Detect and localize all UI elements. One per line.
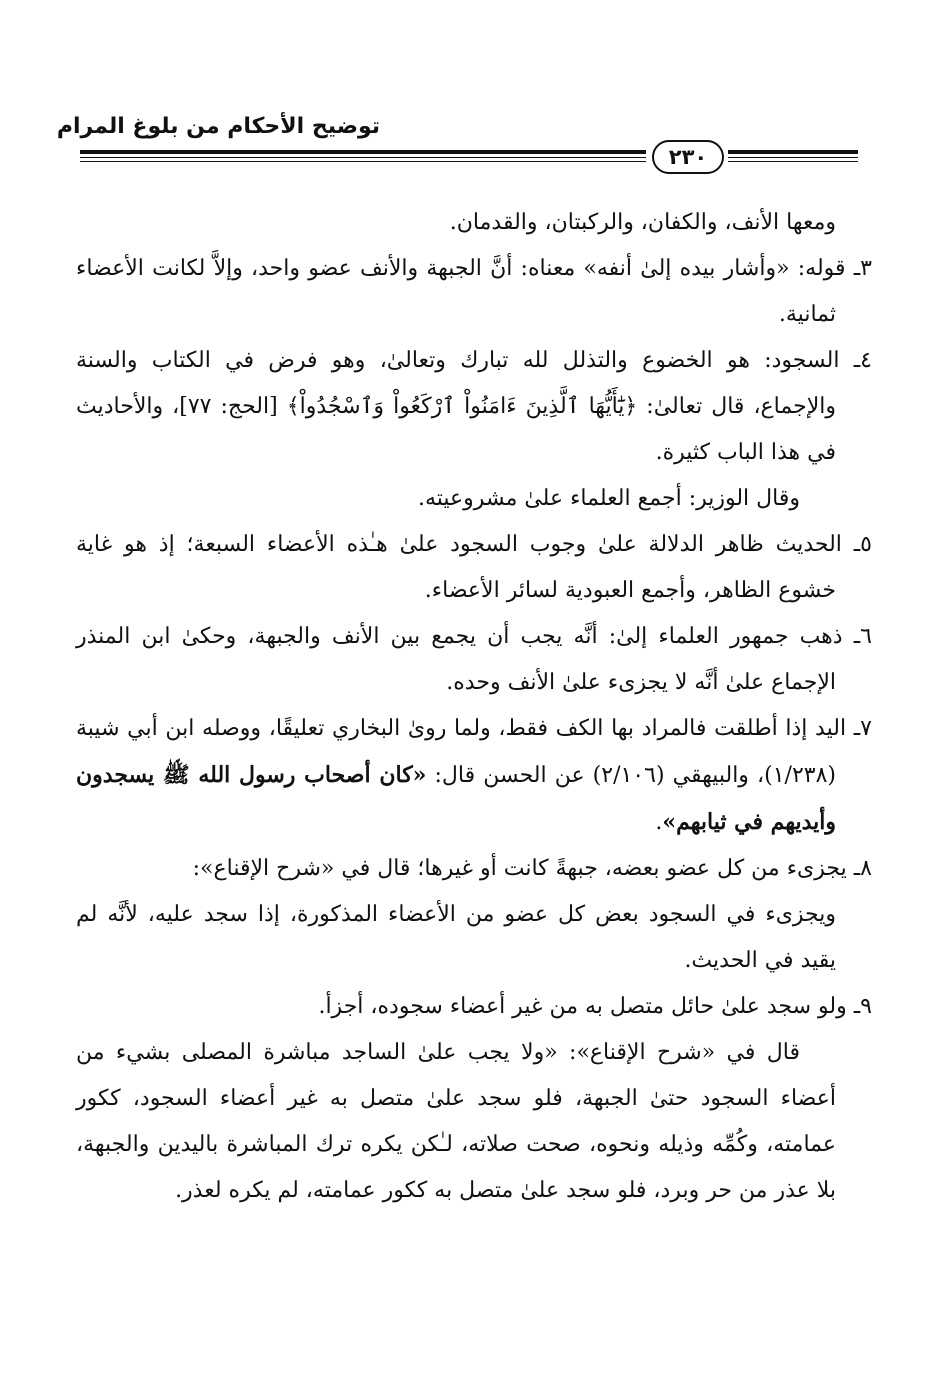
- numbered-note-9-quote: قال في «شرح الإقناع»: «ولا يجب علىٰ الساجد مباشرة المصلى بشيء من أعضاء السجود حتىٰ الجبهة، فلو سجد علىٰ متصل به غير أعضاء السجود، ككور عمامته، وكُمِّه وذيله ونحوه، صحت صلاته، لـٰكن يكره ترك المباشرة باليدين والجبهة، بلا عذر من حر وبرد، فلو سجد علىٰ متصل به ككور عمامته، لم يكره لعذر.: [76, 1040, 836, 1203]
- page-number: ٢٣٠: [652, 140, 724, 174]
- note-7-text: ٧ـ اليد إذا أطلقت فالمراد بها الكف فقط، ولما روىٰ البخاري تعليقًا، ووصله ابن أبي شيبة (١/٢٣٨)، والبيهقي (٢/١٠٦) عن الحسن قال:: [76, 716, 872, 788]
- numbered-note-4: ٤ـ السجود: هو الخضوع والتذلل لله تبارك وتعالىٰ، وهو فرض في الكتاب والسنة والإجماع، قال تعالىٰ: ﴿يَٰٓأَيُّهَا ٱلَّذِينَ ءَامَنُواْ ٱرْكَعُواْ وَٱسْجُدُواْ﴾ [الحج: ٧٧]، والأحاديث في هذا الباب كثيرة.: [76, 348, 872, 465]
- header-rule: [80, 150, 646, 154]
- numbered-note-9: ٩ـ ولو سجد علىٰ حائل متصل به من غير أعضاء سجوده، أجزأ.: [318, 994, 872, 1019]
- numbered-note-3: ٣ـ قوله: «وأشار بيده إلىٰ أنفه» معناه: أنَّ الجبهة والأنف عضو واحد، وإلاَّ لكانت الأعضاء ثمانية.: [76, 256, 872, 327]
- paragraph-continuation: ومعها الأنف، والكفان، والركبتان، والقدمان.: [449, 210, 836, 235]
- numbered-note-6: ٦ـ ذهب جمهور العلماء إلىٰ: أنَّه يجب أن يجمع بين الأنف والجبهة، وحكىٰ ابن المنذر الإجماع علىٰ أنَّه لا يجزىء علىٰ الأنف وحده.: [76, 624, 872, 695]
- body-text: [76, 200, 872, 1214]
- header-rule: [728, 157, 858, 158]
- numbered-note-7: [76, 706, 872, 846]
- hadith-quote: «كان أصحاب رسول الله ﷺ يسجدون وأيديهم في ثيابهم»: [76, 762, 836, 835]
- header-rule: [728, 150, 858, 154]
- numbered-note-8-quote: ويجزىء في السجود بعض كل عضو من الأعضاء المذكورة، إذا سجد عليه، لأنَّه لم يقيد في الحديث.: [76, 902, 836, 973]
- header-rule: [80, 161, 646, 162]
- header-rule: [80, 157, 646, 158]
- numbered-note-4-continuation: وقال الوزير: أجمع العلماء علىٰ مشروعيته.: [417, 486, 800, 511]
- numbered-note-8: ٨ـ يجزىء من كل عضو بعضه، جبهةً كانت أو غيرها؛ قال في «شرح الإقناع»:: [192, 856, 872, 881]
- note-7-period: .: [655, 810, 663, 835]
- numbered-note-5: ٥ـ الحديث ظاهر الدلالة علىٰ وجوب السجود علىٰ هـٰذه الأعضاء السبعة؛ إذ هو غاية خشوع الظاهر، وأجمع العبودية لسائر الأعضاء.: [76, 532, 872, 603]
- running-head-title: توضيح الأحكام من بلوغ المرام: [56, 114, 380, 139]
- header-rule: [728, 161, 858, 162]
